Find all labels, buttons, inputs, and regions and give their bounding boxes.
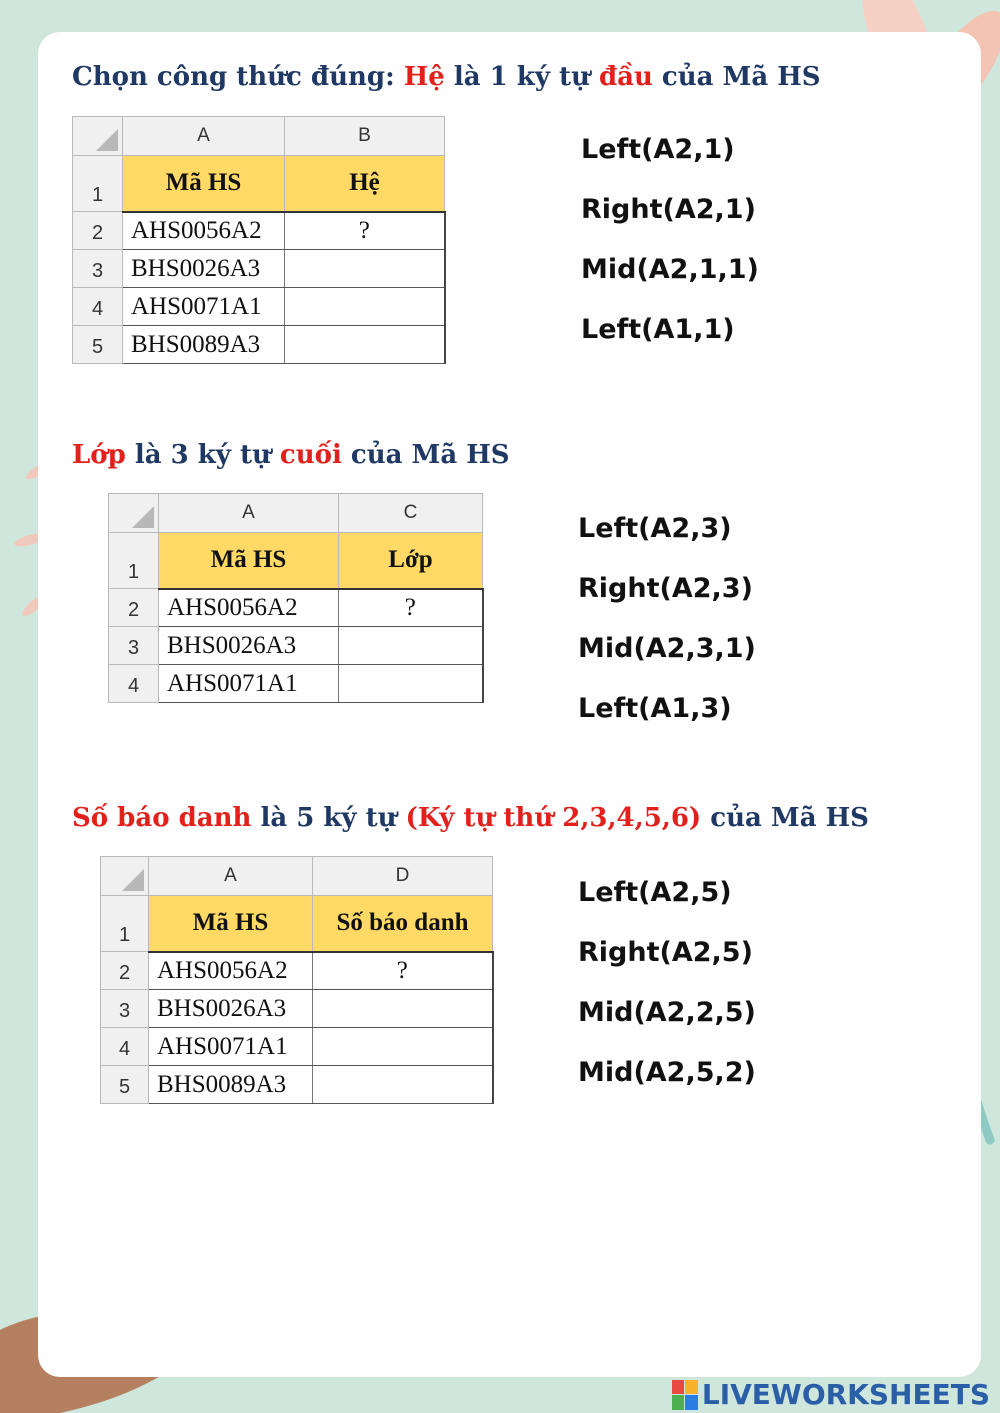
header-cell-ma-hs: Mã HS — [123, 156, 285, 212]
formula-option[interactable]: Right(A2,1) — [581, 194, 756, 225]
corner-triangle-icon — [96, 129, 118, 151]
result-cell — [285, 250, 445, 288]
liveworksheets-brand[interactable] — [672, 1378, 990, 1411]
ma-hs-cell: AHS0056A2 — [149, 952, 313, 990]
column-letter: A — [159, 494, 339, 533]
ma-hs-cell: BHS0026A3 — [159, 627, 339, 665]
select-all-corner[interactable] — [109, 494, 159, 533]
result-cell — [285, 288, 445, 326]
header-cell-ma-hs: Mã HS — [159, 533, 339, 589]
header-row — [73, 156, 445, 212]
question-text: của Mã HS — [701, 803, 869, 833]
question-text: là 5 ký tự — [251, 803, 406, 833]
table-row — [101, 952, 493, 990]
row-number: 1 — [101, 896, 149, 952]
formula-option[interactable]: Right(A2,5) — [578, 937, 753, 968]
ma-hs-cell: BHS0089A3 — [149, 1066, 313, 1104]
table-row — [109, 665, 483, 703]
brand-label: LIVEWORKSHEETS — [701, 1378, 990, 1411]
formula-option[interactable]: Left(A2,1) — [581, 134, 735, 165]
row-number: 4 — [101, 1028, 149, 1066]
liveworksheets-logo-icon — [672, 1380, 698, 1410]
question-1 — [72, 62, 821, 92]
formula-option[interactable]: Left(A1,1) — [581, 314, 735, 345]
row-number: 1 — [109, 533, 159, 589]
result-cell — [285, 326, 445, 364]
formula-option[interactable]: Mid(A2,3,1) — [578, 633, 756, 664]
sheet-table-2 — [108, 493, 484, 703]
question-highlight: cuối — [279, 440, 342, 470]
column-letter: A — [149, 857, 313, 896]
formula-option[interactable]: Left(A1,3) — [578, 693, 732, 724]
question-highlight: đầu — [598, 62, 653, 92]
column-letter: C — [339, 494, 483, 533]
result-cell — [313, 1066, 493, 1104]
question-text: là 3 ký tự — [125, 440, 280, 470]
result-cell: ? — [313, 952, 493, 990]
ma-hs-cell: AHS0071A1 — [149, 1028, 313, 1066]
question-highlight: Hệ — [403, 62, 445, 92]
question-text: của Mã HS — [652, 62, 821, 92]
result-cell — [313, 990, 493, 1028]
result-cell: ? — [339, 589, 483, 627]
row-number: 4 — [73, 288, 123, 326]
question-highlight: (Ký tự thứ 2,3,4,5,6) — [405, 803, 702, 833]
result-cell: ? — [285, 212, 445, 250]
header-row — [109, 533, 483, 589]
table-row — [73, 288, 445, 326]
formula-option[interactable]: Mid(A2,5,2) — [578, 1057, 756, 1088]
column-letter: D — [313, 857, 493, 896]
ma-hs-cell: BHS0089A3 — [123, 326, 285, 364]
formula-option[interactable]: Right(A2,3) — [578, 573, 753, 604]
table-row — [109, 627, 483, 665]
question-2 — [72, 440, 510, 470]
table-row — [73, 326, 445, 364]
ma-hs-cell: AHS0071A1 — [159, 665, 339, 703]
row-number: 2 — [109, 589, 159, 627]
ma-hs-cell: AHS0071A1 — [123, 288, 285, 326]
table-row — [101, 1066, 493, 1104]
result-cell — [339, 665, 483, 703]
result-cell — [339, 627, 483, 665]
table-row — [101, 990, 493, 1028]
sheet-table-1 — [72, 116, 446, 364]
row-number: 4 — [109, 665, 159, 703]
formula-option[interactable]: Left(A2,5) — [578, 877, 732, 908]
table-row — [73, 212, 445, 250]
column-header-row — [109, 494, 483, 533]
header-row — [101, 896, 493, 952]
table-row — [109, 589, 483, 627]
row-number: 3 — [73, 250, 123, 288]
row-number: 3 — [109, 627, 159, 665]
table-row — [73, 250, 445, 288]
corner-triangle-icon — [132, 506, 154, 528]
result-cell — [313, 1028, 493, 1066]
ma-hs-cell: AHS0056A2 — [123, 212, 285, 250]
question-highlight: Số báo danh — [72, 803, 252, 833]
select-all-corner[interactable] — [101, 857, 149, 896]
header-cell-target: Số báo danh — [313, 896, 493, 952]
ma-hs-cell: BHS0026A3 — [123, 250, 285, 288]
row-number: 5 — [101, 1066, 149, 1104]
question-text: là 1 ký tự — [444, 62, 599, 92]
select-all-corner[interactable] — [73, 117, 123, 156]
formula-option[interactable]: Mid(A2,2,5) — [578, 997, 756, 1028]
column-letter: A — [123, 117, 285, 156]
sheet-table-3 — [100, 856, 494, 1104]
column-header-row — [101, 857, 493, 896]
header-cell-target: Lớp — [339, 533, 483, 589]
formula-option[interactable]: Left(A2,3) — [578, 513, 732, 544]
question-3 — [72, 803, 869, 833]
corner-triangle-icon — [122, 869, 144, 891]
ma-hs-cell: BHS0026A3 — [149, 990, 313, 1028]
header-cell-ma-hs: Mã HS — [149, 896, 313, 952]
table-row — [101, 1028, 493, 1066]
formula-option[interactable]: Mid(A2,1,1) — [581, 254, 759, 285]
header-cell-target: Hệ — [285, 156, 445, 212]
row-number: 3 — [101, 990, 149, 1028]
question-text: Chọn công thức đúng: — [72, 62, 404, 92]
question-text: của Mã HS — [341, 440, 510, 470]
ma-hs-cell: AHS0056A2 — [159, 589, 339, 627]
column-letter: B — [285, 117, 445, 156]
row-number: 2 — [101, 952, 149, 990]
row-number: 1 — [73, 156, 123, 212]
row-number: 5 — [73, 326, 123, 364]
row-number: 2 — [73, 212, 123, 250]
column-header-row — [73, 117, 445, 156]
question-highlight: Lớp — [72, 440, 126, 470]
